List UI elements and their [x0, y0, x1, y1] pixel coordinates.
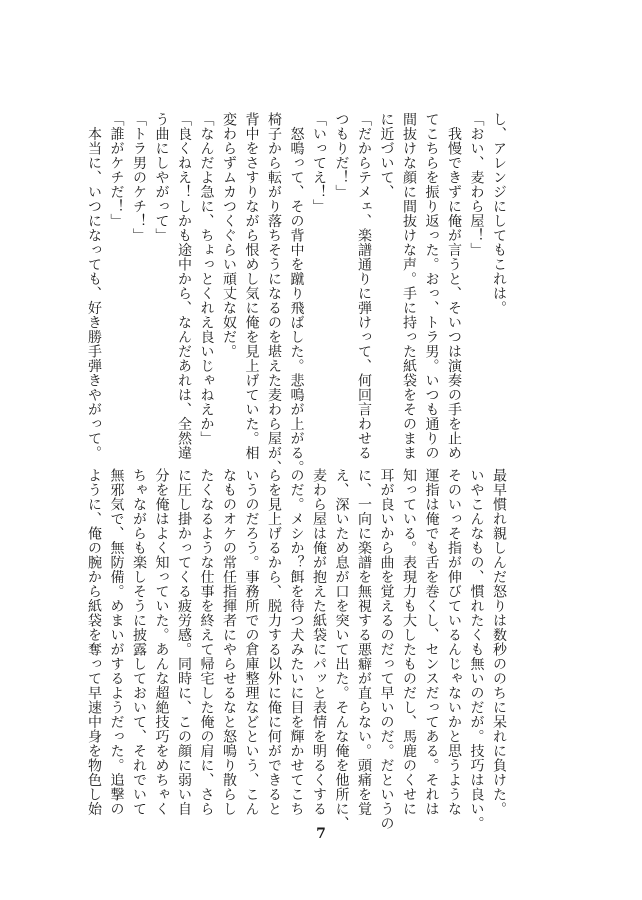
page-number: 7 — [316, 826, 326, 842]
upper-text-column: 本当に、いつになっても、好き勝手弾きやがって。 — [86, 112, 102, 460]
upper-text-column: 「いってえ！」 — [311, 112, 327, 214]
lower-text-column: 運指は俺でも舌を巻くし、センスだってある。それは — [423, 468, 440, 816]
lower-text-column: 分を俺はよく知っていた。あんな超絶技巧をめちゃく — [153, 468, 170, 816]
upper-text-column: 「誰がケチだ！」 — [108, 112, 125, 228]
upper-text-column: 「おい、麦わら屋！」 — [468, 112, 485, 257]
text-block-upper — [86, 112, 510, 475]
upper-text-column: 「なんだよ急に、ちょっとくれえ良いじゃねえか」 — [198, 112, 215, 446]
lower-text-column: らを見上げるから、脱力する以外に俺に何ができると — [266, 468, 282, 816]
upper-text-column: てこちらを振り返った。おっ、トラ男。いつも通りの — [423, 112, 440, 460]
lower-text-column: 知っている。表現力も大したものだし、馬鹿のくせに — [401, 468, 417, 816]
upper-text-column: 我慢できずに俺が言うと、そいつは演奏の手を止め — [446, 112, 462, 460]
lower-text-column: え、深いため息が口を突いて出た。そんな俺を他所に、 — [333, 468, 350, 831]
upper-text-column: 「だからテメェ、楽譜通りに弾けって、何回言わせる — [356, 112, 372, 460]
lower-text-column: 無邪気で、無防備。めまいがするようだった。追撃の — [108, 468, 125, 816]
upper-text-column: に近づいて、 — [378, 112, 395, 199]
lower-text-column: 耳が良いから曲を覚えるのだって早いのだ。だというの — [378, 468, 395, 831]
upper-text-column: 変わらずムカつくぐらい頑丈な奴だ。 — [221, 112, 237, 359]
upper-text-column: 間抜けな顔に間抜けな声。手に持った紙袋をそのまま — [401, 112, 417, 460]
lower-text-column: に圧し掛かってくる疲労感。同時に、この顔に弱い自 — [176, 468, 192, 816]
lower-text-column: いうのだろう。事務所での倉庫整理などという、こん — [243, 468, 260, 816]
lower-text-column: 麦わら屋は俺が抱えた紙袋にパッと表情を明るくする — [311, 468, 327, 816]
upper-text-column: し、アレンジにしてもこれは。 — [491, 112, 507, 315]
upper-text-column: 椅子から転がり落ちそうになるのを堪えた麦わら屋が、 — [266, 112, 282, 475]
lower-text-column: に、一向に楽譜を無視する悪癖が直らない。頭痛を覚 — [356, 468, 372, 816]
lower-text-column: ちゃながらも楽しそうに披露しておいて、それでいて — [131, 468, 147, 816]
upper-text-column: 怒鳴って、その背中を蹴り飛ばした。悲鳴が上がる。 — [288, 112, 305, 475]
text-block-lower — [86, 468, 510, 831]
lower-text-column: のだ。メシか？餌を待つ犬みたいに目を輝かせてこち — [288, 468, 305, 816]
upper-text-column: う曲にしやがって」 — [153, 112, 170, 243]
lower-text-column: たくなるような仕事を終えて帰宅した俺の肩に、さら — [198, 468, 215, 816]
lower-text-column: なものオケの常任指揮者にやらせるなと怒鳴り散らし — [221, 468, 237, 816]
upper-text-column: 背中をさすりながら恨めし気に俺を見上げていた。相 — [243, 112, 260, 460]
lower-text-column: そのいっそ指が伸びているんじゃないかと思うような — [446, 468, 462, 816]
lower-text-column: いやこんなもの、慣れたくも無いのだが。技巧は良い。 — [468, 468, 485, 831]
upper-text-column: つもりだ！」 — [333, 112, 350, 199]
lower-text-column: 最早慣れ親しんだ怒りは数秒ののちに呆れに負けた。 — [491, 468, 507, 816]
lower-text-column: ように、俺の腕から紙袋を奪って早速中身を物色し始 — [86, 468, 102, 816]
upper-text-column: 「トラ男のケチ！」 — [131, 112, 147, 243]
upper-text-column: 「良くねえ！しかも途中から、なんだあれは、全然違 — [176, 112, 192, 460]
